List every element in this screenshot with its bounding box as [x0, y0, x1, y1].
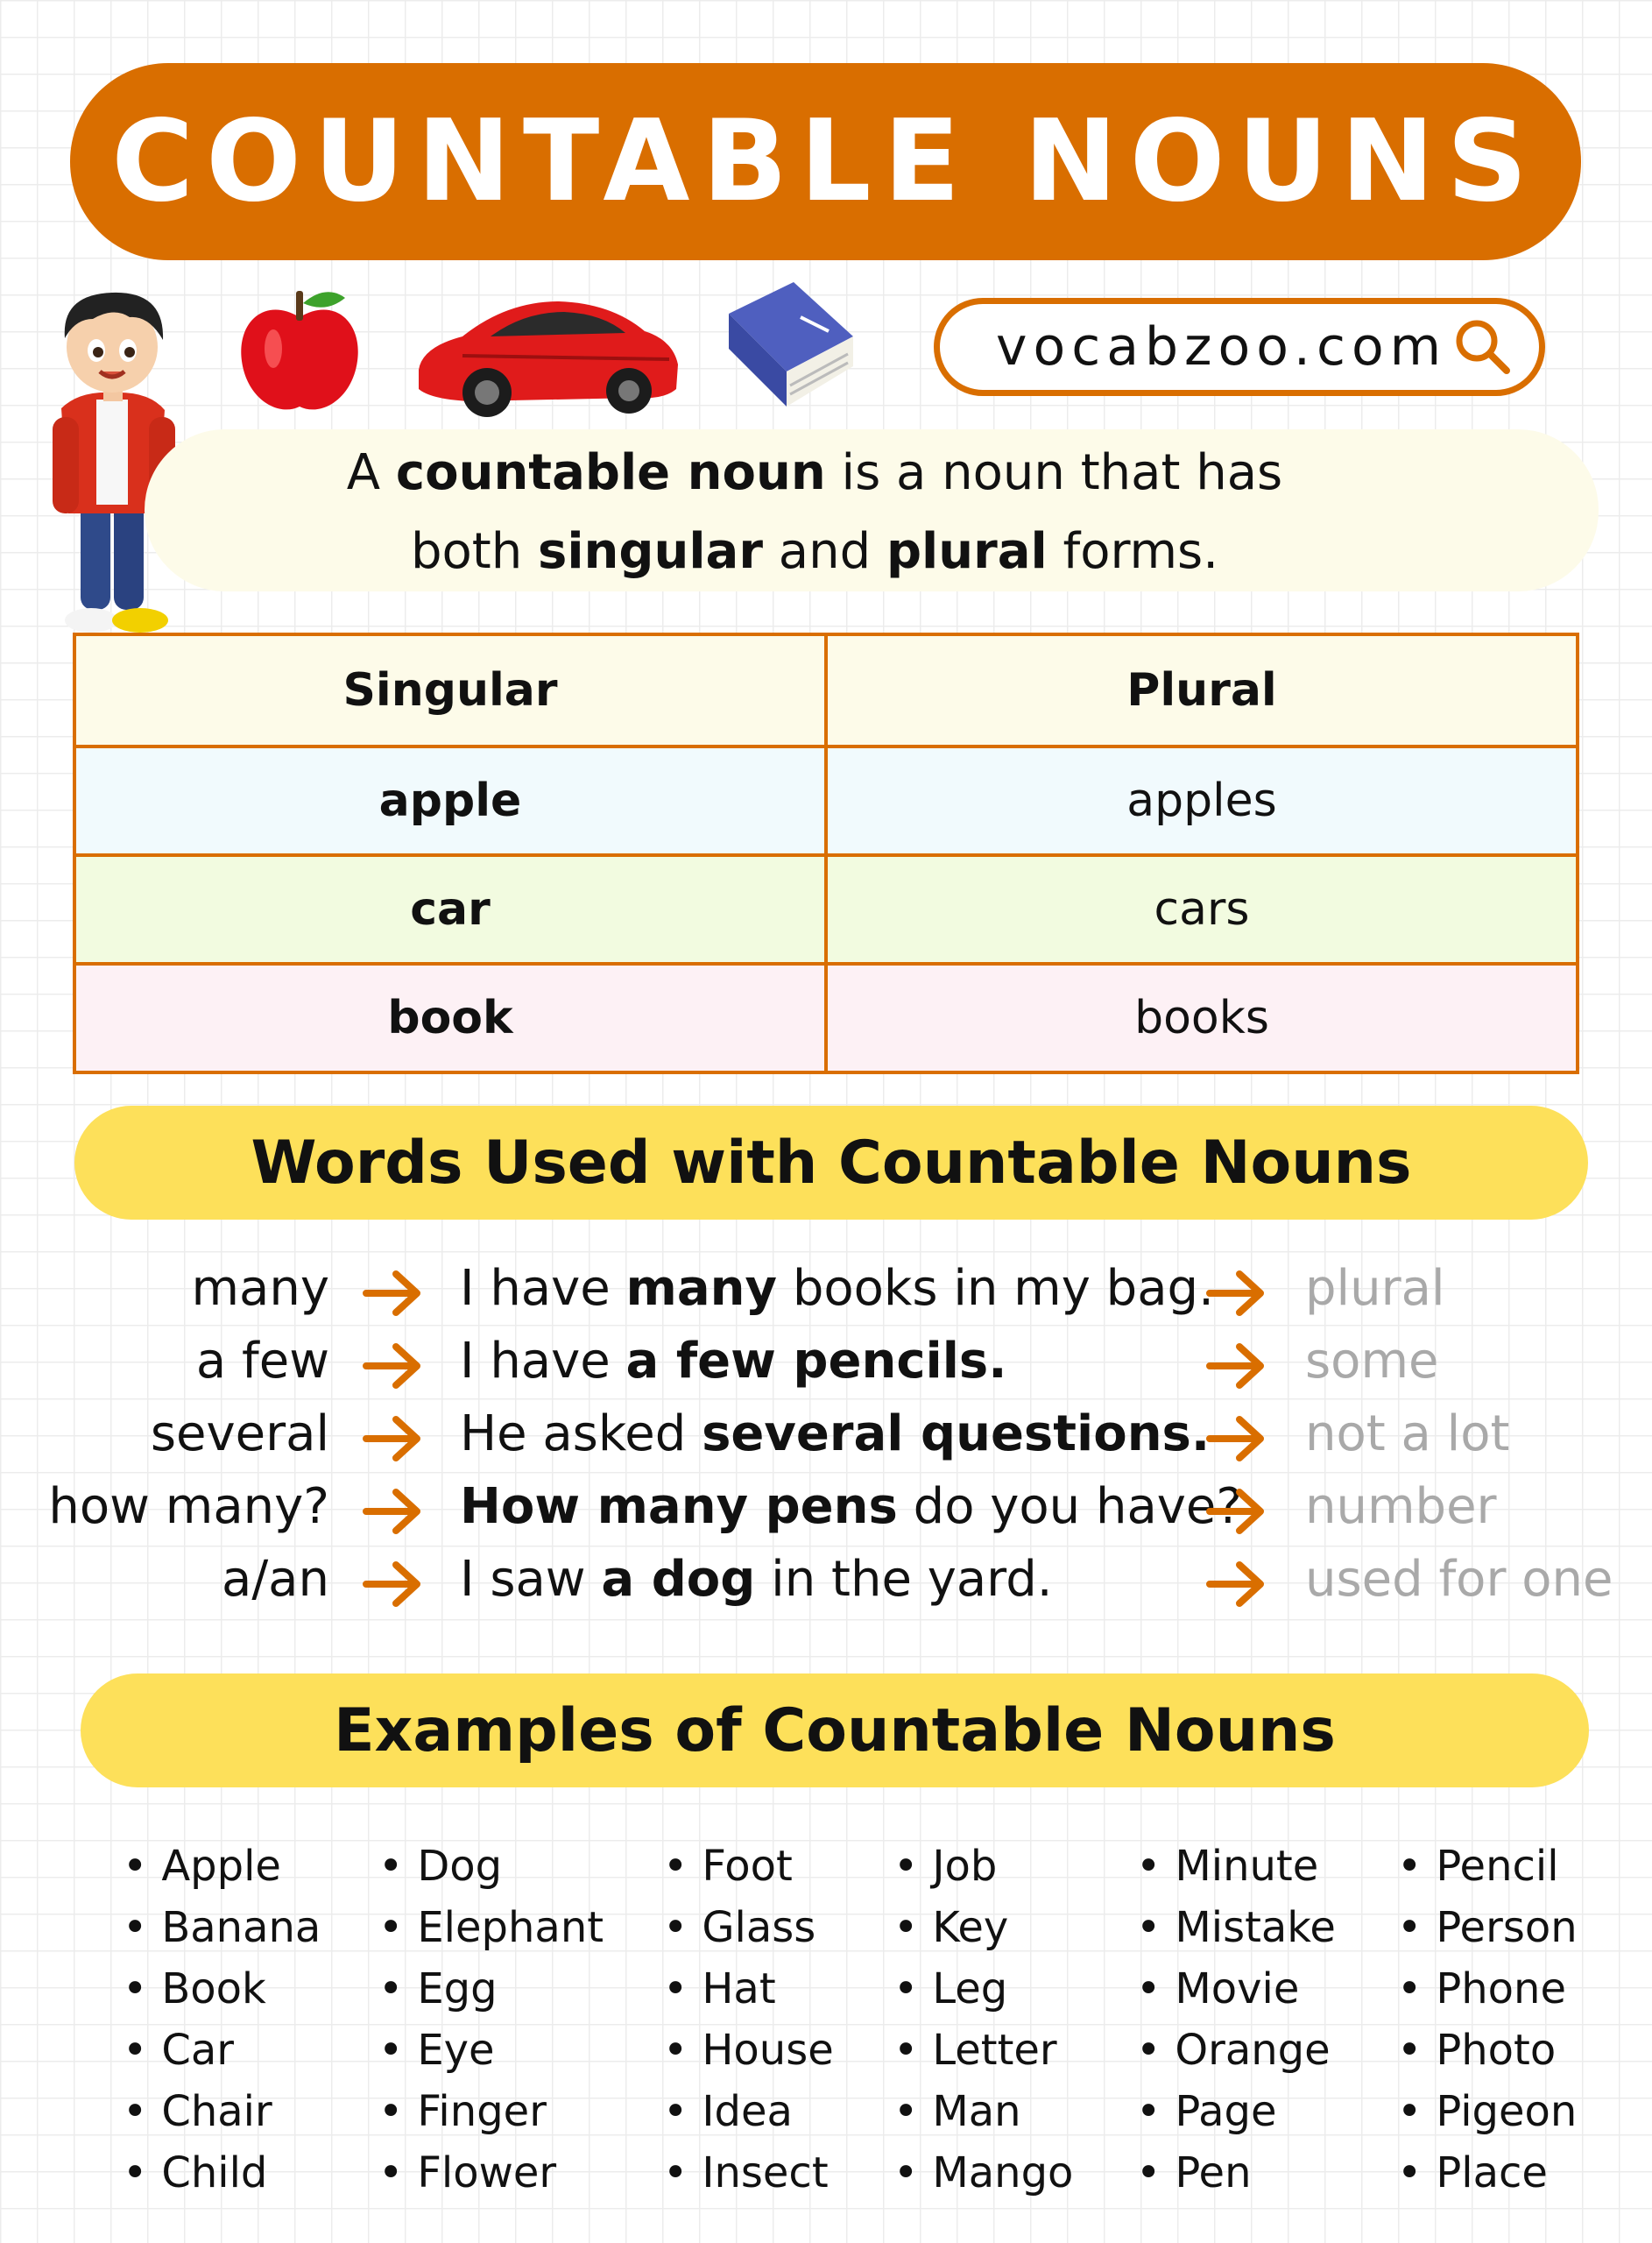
sentence-text: in the yard.	[755, 1551, 1053, 1608]
example-sentence	[460, 1333, 1007, 1390]
list-item: • Eye	[378, 2020, 604, 2081]
plural-cell: apples	[826, 746, 1578, 855]
sentence-text: do you have?	[897, 1478, 1243, 1535]
examples-column	[893, 1836, 1073, 2204]
book-icon	[717, 275, 858, 417]
words-heading: Words Used with Countable Nouns	[74, 1106, 1588, 1220]
sentence-text: He asked	[460, 1405, 702, 1462]
arrow-right-icon	[361, 1267, 426, 1320]
sentence-bold: How many pens	[460, 1478, 898, 1535]
arrow-right-icon	[1204, 1558, 1269, 1610]
examples-column	[378, 1836, 604, 2204]
website-text: vocabzoo.com	[996, 316, 1448, 378]
arrow-right-icon	[1204, 1267, 1269, 1320]
def-bold: plural	[886, 523, 1048, 580]
sentence-bold: a dog	[601, 1551, 756, 1608]
sentence-text: I have	[460, 1333, 626, 1390]
example-sentence	[460, 1551, 1053, 1608]
singular-cell: car	[74, 855, 826, 964]
singular-plural-table	[73, 633, 1579, 1074]
list-item: • Finger	[378, 2081, 604, 2142]
def-text: both	[410, 523, 539, 580]
list-item: • Banana	[123, 1897, 321, 1958]
arrow-right-icon	[361, 1340, 426, 1392]
list-item: • Job	[893, 1836, 1073, 1897]
list-item: • Idea	[663, 2081, 834, 2142]
list-item: • Phone	[1397, 1958, 1578, 2020]
list-item: • House	[663, 2020, 834, 2081]
singular-cell: book	[74, 964, 826, 1072]
search-icon	[1452, 316, 1514, 378]
word-term: a few	[195, 1333, 329, 1390]
word-term: many	[191, 1260, 329, 1317]
example-sentence	[460, 1478, 1242, 1535]
list-item: • Child	[123, 2142, 321, 2204]
meaning-gloss: some	[1305, 1333, 1439, 1390]
sentence-text: I have	[460, 1260, 626, 1317]
examples-column	[1397, 1836, 1578, 2204]
list-item: • Glass	[663, 1897, 834, 1958]
definition-line-1	[145, 434, 1485, 513]
table-header-row	[74, 634, 1578, 746]
website-link[interactable]	[934, 298, 1545, 396]
def-text: forms.	[1047, 523, 1219, 580]
table-row	[74, 746, 1578, 855]
page-title: COUNTABLE NOUNS	[111, 96, 1540, 227]
word-row	[0, 1333, 1652, 1403]
list-item: • Egg	[378, 1958, 604, 2020]
arrow-right-icon	[1204, 1340, 1269, 1392]
list-item: • Hat	[663, 1958, 834, 2020]
header-plural: Plural	[826, 634, 1578, 746]
list-item: • Movie	[1136, 1958, 1336, 2020]
car-icon	[410, 286, 683, 422]
arrow-right-icon	[361, 1485, 426, 1538]
meaning-gloss: plural	[1305, 1260, 1445, 1317]
list-item: • Page	[1136, 2081, 1336, 2142]
sentence-bold: many	[625, 1260, 778, 1317]
arrow-right-icon	[361, 1558, 426, 1610]
list-item: • Key	[893, 1897, 1073, 1958]
list-item: • Man	[893, 2081, 1073, 2142]
arrow-right-icon	[1204, 1412, 1269, 1465]
word-term: how many?	[48, 1478, 329, 1535]
list-item: • Person	[1397, 1897, 1578, 1958]
list-item: • Orange	[1136, 2020, 1336, 2081]
list-item: • Leg	[893, 1958, 1073, 2020]
def-bold: countable noun	[395, 444, 826, 501]
word-row	[0, 1551, 1652, 1621]
word-row	[0, 1478, 1652, 1548]
list-item: • Mango	[893, 2142, 1073, 2204]
header-singular: Singular	[74, 634, 826, 746]
example-sentence	[460, 1260, 1214, 1317]
list-item: • Chair	[123, 2081, 321, 2142]
sentence-text: I saw	[460, 1551, 602, 1608]
table-row	[74, 855, 1578, 964]
list-item: • Car	[123, 2020, 321, 2081]
def-text: and	[762, 523, 886, 580]
list-item: • Mistake	[1136, 1897, 1336, 1958]
arrow-right-icon	[361, 1412, 426, 1465]
meaning-gloss: not a lot	[1305, 1405, 1510, 1462]
list-item: • Insect	[663, 2142, 834, 2204]
list-item: • Minute	[1136, 1836, 1336, 1897]
plural-cell: cars	[826, 855, 1578, 964]
word-term: several	[150, 1405, 329, 1462]
definition-box	[145, 429, 1599, 591]
apple-icon	[229, 279, 370, 419]
word-row	[0, 1260, 1652, 1330]
examples-column	[1136, 1836, 1336, 2204]
list-item: • Elephant	[378, 1897, 604, 1958]
definition-line-2	[145, 513, 1485, 591]
table-row	[74, 964, 1578, 1072]
def-bold: singular	[538, 523, 763, 580]
list-item: • Letter	[893, 2020, 1073, 2081]
meaning-gloss: used for one	[1305, 1551, 1613, 1608]
list-item: • Photo	[1397, 2020, 1578, 2081]
arrow-right-icon	[1204, 1485, 1269, 1538]
list-item: • Flower	[378, 2142, 604, 2204]
examples-column	[663, 1836, 834, 2204]
example-sentence	[460, 1405, 1210, 1462]
list-item: • Place	[1397, 2142, 1578, 2204]
word-row	[0, 1405, 1652, 1475]
def-text: is a noun that has	[825, 444, 1283, 501]
list-item: • Book	[123, 1958, 321, 2020]
sentence-bold: a few pencils.	[625, 1333, 1007, 1390]
sentence-text: books in my bag.	[777, 1260, 1214, 1317]
list-item: • Dog	[378, 1836, 604, 1897]
sentence-bold: several questions.	[702, 1405, 1211, 1462]
word-term: a/an	[222, 1551, 329, 1608]
examples-heading: Examples of Countable Nouns	[81, 1673, 1589, 1787]
meaning-gloss: number	[1305, 1478, 1497, 1535]
plural-cell: books	[826, 964, 1578, 1072]
list-item: • Pen	[1136, 2142, 1336, 2204]
def-text: A	[346, 444, 396, 501]
list-item: • Apple	[123, 1836, 321, 1897]
list-item: • Pigeon	[1397, 2081, 1578, 2142]
examples-column	[123, 1836, 321, 2204]
list-item: • Pencil	[1397, 1836, 1578, 1897]
title-banner	[70, 63, 1581, 260]
list-item: • Foot	[663, 1836, 834, 1897]
singular-cell: apple	[74, 746, 826, 855]
